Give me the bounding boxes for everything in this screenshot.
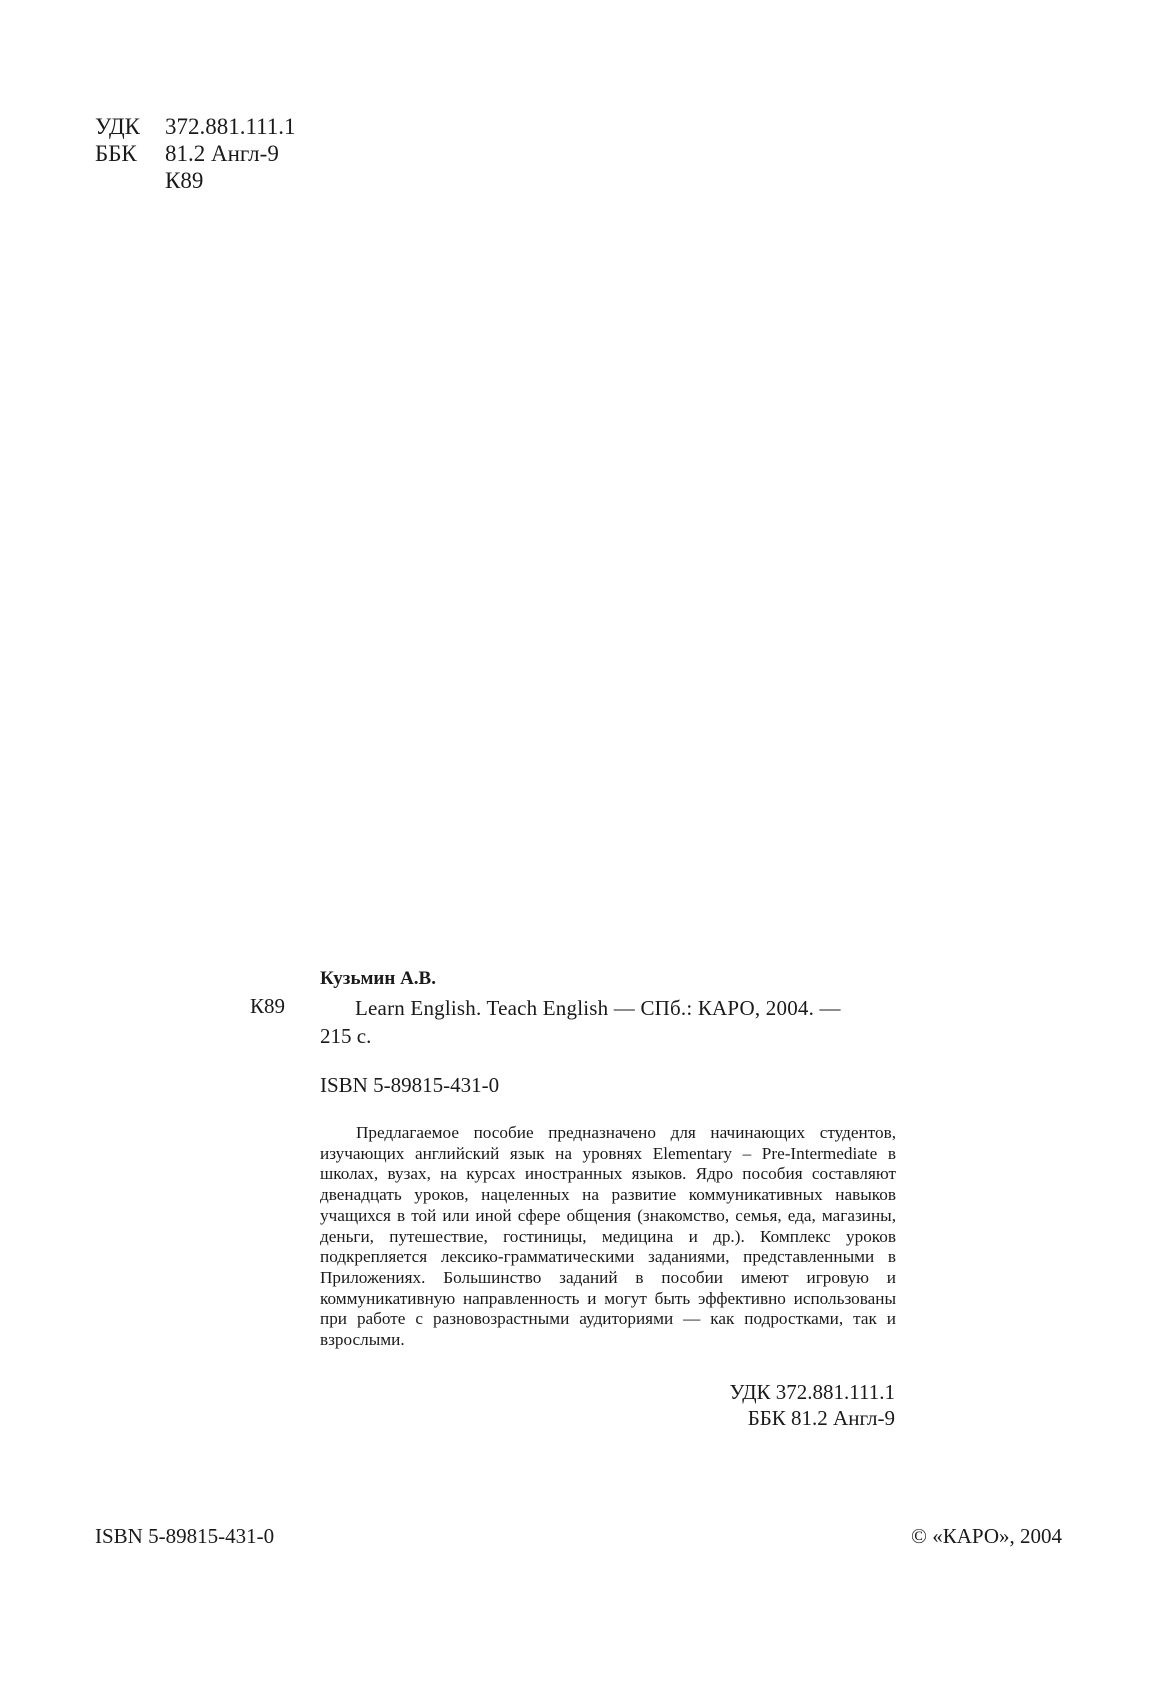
udk-label: УДК (95, 114, 140, 139)
footer-isbn: ISBN 5-89815-431-0 (95, 1524, 275, 1548)
card-abstract: Предлагаемое пособие предназначено для начинающих студентов, изучающих английский язык на уровнях Elementary – Pre-Intermediate в школах, вузах, на курсах иностранных языков. Ядро пособия составляют двенадцать уроков, нацеленных на развитие коммуникативных навыков учащихся в той или иной сфере общения (знакомство, семья, еда, магазины, деньги, путешествие, гостиницы, медицина и др.). Комплекс уроков подкрепляется лексико-грамматическими заданиями, представленными в Приложениях. Большинство заданий в пособии имеют игровую и коммуникативную направленность и могут быть эффективно использованы при работе с разновозрастными аудиториями — как подростками, так и взрослыми. (320, 1123, 896, 1350)
classification-block (95, 113, 296, 194)
card-isbn: ISBN 5-89815-431-0 (320, 1073, 500, 1097)
author-mark: К89 (165, 168, 204, 193)
footer-copyright: © «КАРО», 2004 (911, 1524, 1062, 1548)
card-bbk-line: ББК 81.2 Англ-9 (747, 1406, 895, 1430)
biblio-pages-line: 215 с. (320, 1024, 372, 1048)
card-classification (729, 1379, 895, 1431)
card-udk-line: УДК 372.881.111.1 (729, 1380, 895, 1404)
bbk-value: 81.2 Англ-9 (165, 141, 279, 166)
card-author: Кузьмин А.В. (320, 968, 436, 989)
bbk-label: ББК (95, 141, 137, 166)
card-bibliographic-entry (320, 994, 898, 1050)
biblio-title-line: Learn English. Teach English — СПб.: КАРО, 2004. — (355, 996, 841, 1020)
udk-value: 372.881.111.1 (165, 114, 296, 139)
card-author-mark: К89 (250, 994, 286, 1018)
